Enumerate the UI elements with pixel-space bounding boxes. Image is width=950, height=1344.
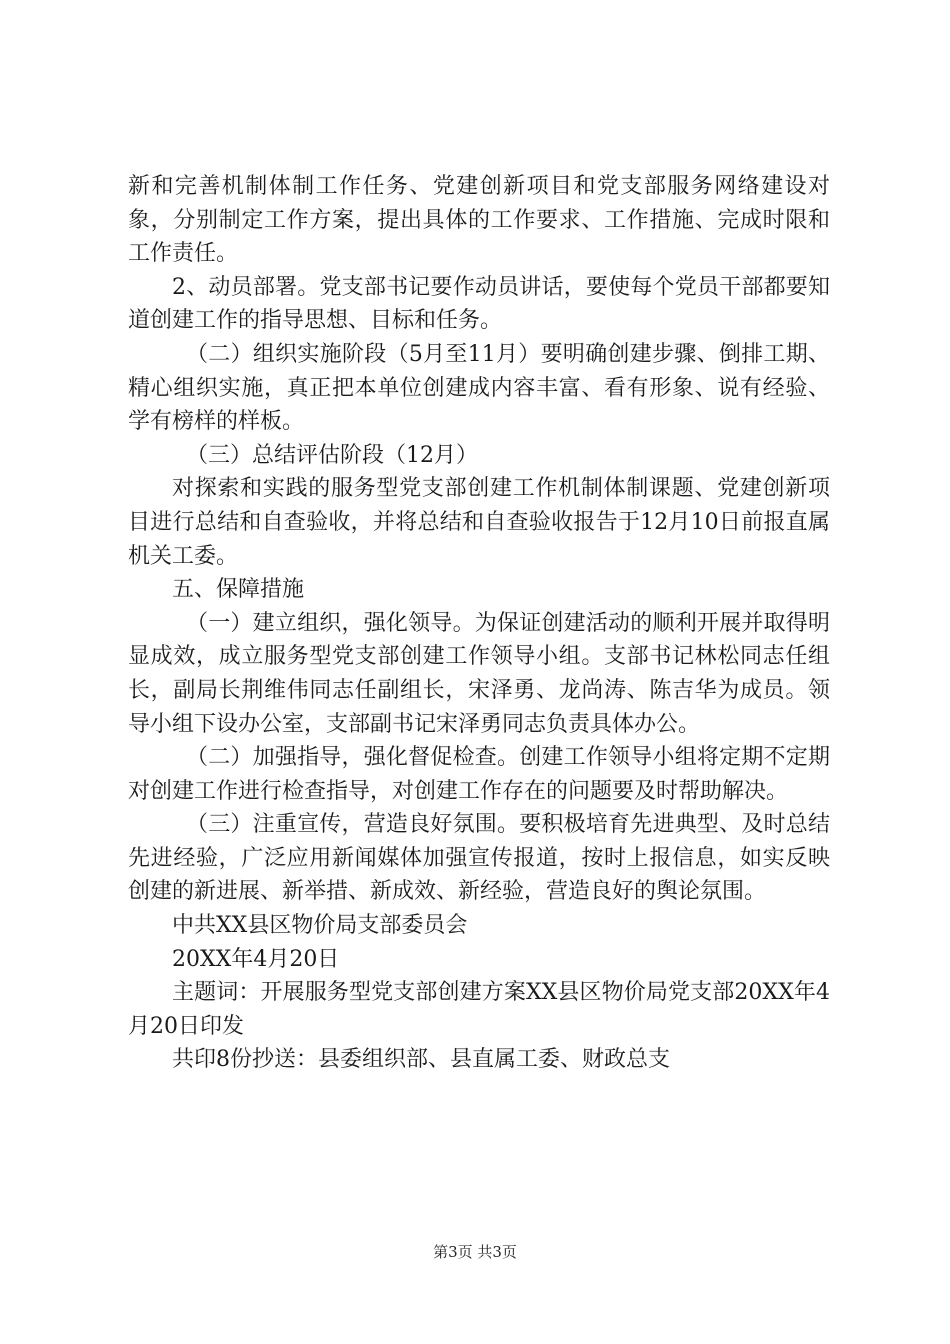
distribution-note: 共印8份抄送：县委组织部、县直属工委、财政总支 — [172, 1047, 670, 1073]
section-heading: 五、保障措施 — [172, 577, 305, 603]
page-number: 第3页 共3页 — [433, 1243, 517, 1261]
paragraph-4: （三）总结评估阶段（12月） — [186, 442, 478, 468]
paragraph-8: （二）加强指导，强化督促检查。创建工作领导小组将定期不定期对创建工作进行检查指导，对创建工作存在的问题要及时帮助解决。 — [128, 745, 830, 804]
paragraph-2: 2、动员部署。党支部书记要作动员讲话，要使每个党员干部都要知道创建工作的指导思想、目标和任务。 — [128, 274, 830, 334]
paragraph-3: （二）组织实施阶段（5月至11月）要明确创建步骤、倒排工期、精心组织实施，真正把本单位创建成内容丰富、看有形象、说有经验、学有榜样的样板。 — [128, 341, 830, 435]
paragraph-7: （一）建立组织，强化领导。为保证创建活动的顺利开展并取得明显成效，成立服务型党支部创建工作领导小组。支部书记林松同志任组长，副局长荆维伟同志任副组长，宋泽勇、龙尚涛、陈吉华为成员。领导小组下设办公室，支部副书记宋泽勇同志负责具体办公。 — [128, 610, 830, 737]
issue-date: 20XX年4月20日 — [172, 946, 340, 972]
paragraph-5: 对探索和实践的服务型党支部创建工作机制体制课题、党建创新项目进行总结和自查验收，并将总结和自查验收报告于12月10日前报直属机关工委。 — [128, 476, 830, 569]
paragraph-9: （三）注重宣传，营造良好氛围。要积极培育先进典型、及时总结先进经验，广泛应用新闻媒体加强宣传报道，按时上报信息，如实反映创建的新进展、新举措、新成效、新经验，营造良好的舆论氛围。 — [128, 812, 830, 905]
issuer-name: 中共XX县区物价局支部委员会 — [172, 913, 468, 939]
paragraph-1: 新和完善机制体制工作任务、党建创新项目和党支部服务网络建设对象，分别制定工作方案，提出具体的工作要求、工作措施、完成时限和工作责任。 — [128, 174, 830, 267]
document-body — [128, 170, 830, 1077]
subject-keywords: 主题词：开展服务型党支部创建方案XX县区物价局党支部20XX年4月20日印发 — [128, 980, 830, 1039]
